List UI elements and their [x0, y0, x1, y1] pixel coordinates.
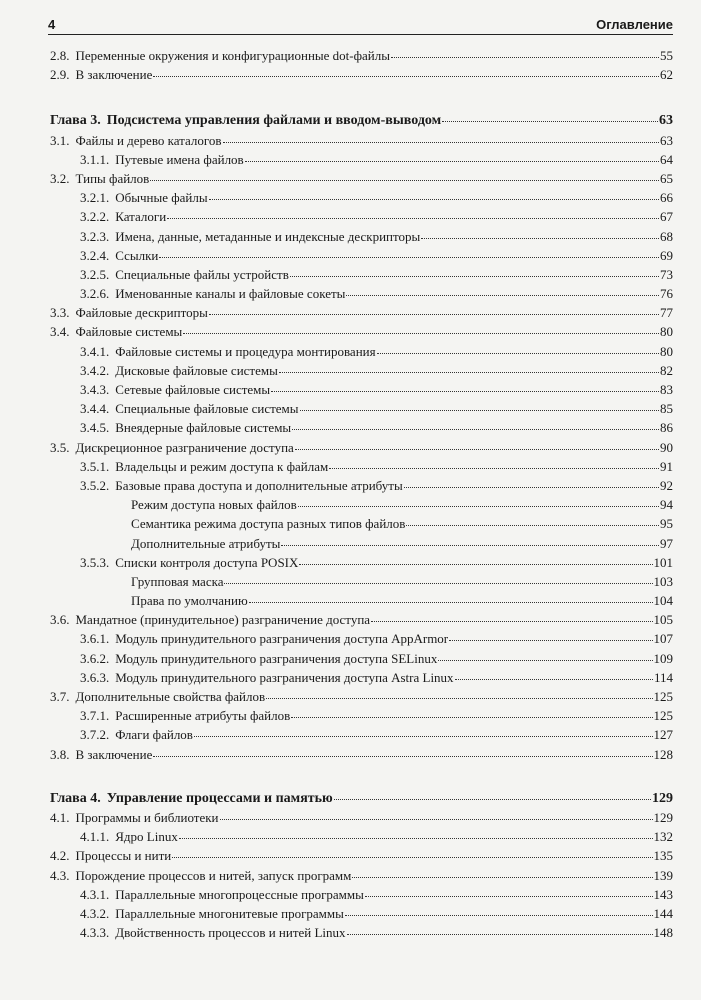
toc-entry[interactable] — [50, 868, 673, 887]
toc-entry[interactable] — [50, 906, 673, 925]
toc-entry-title: Сетевые файловые системы — [115, 382, 271, 397]
toc-entry[interactable] — [50, 887, 673, 906]
dot-leader — [224, 580, 652, 584]
toc-entry-page: 65 — [660, 170, 673, 186]
toc-entry-page: 73 — [660, 266, 673, 282]
toc-entry[interactable] — [50, 324, 673, 343]
dot-leader — [153, 73, 659, 77]
toc-entry-number: 3.8. — [50, 746, 70, 762]
running-title: Оглавление — [596, 17, 673, 32]
toc-entry[interactable] — [50, 363, 673, 382]
toc-entry[interactable] — [50, 810, 673, 829]
toc-entry[interactable] — [50, 229, 673, 248]
toc-entry-title: В заключение — [75, 67, 153, 83]
toc-entry-label — [50, 67, 152, 83]
toc-entry[interactable] — [50, 420, 673, 439]
toc-entry-title: Файлы и дерево каталогов — [75, 132, 222, 148]
toc-entry-label — [50, 305, 208, 321]
toc-entry-label — [80, 286, 345, 302]
toc-entry-label — [80, 906, 344, 922]
toc-entry-page: 80 — [660, 324, 673, 340]
toc-entry-label — [131, 516, 405, 532]
toc-entry-page: 125 — [653, 708, 673, 724]
toc-entry-number: 3.5.3. — [80, 554, 110, 570]
toc-entry-label — [50, 133, 222, 149]
toc-chapter-entry[interactable] — [50, 791, 673, 810]
dot-leader — [334, 796, 651, 800]
toc-entry-title: Каталоги — [115, 209, 167, 225]
toc-entry-title: Дискреционное разграничение доступа — [75, 439, 294, 455]
toc-entry-number: 3.2.1. — [80, 190, 110, 206]
toc-entry-title: Права по умолчанию — [131, 593, 248, 609]
dot-leader — [404, 484, 659, 488]
toc-entry-title: Обычные файлы — [115, 190, 208, 206]
toc-entry-label — [50, 171, 149, 187]
toc-entry-number: 3.1. — [50, 132, 70, 148]
dot-leader — [290, 273, 659, 277]
dot-leader — [279, 369, 659, 373]
toc-entry-label — [80, 459, 328, 475]
dot-leader — [406, 522, 659, 526]
toc-entry[interactable] — [50, 478, 673, 497]
dot-leader — [329, 465, 659, 469]
toc-entry-title: Процессы и нити — [75, 848, 172, 864]
toc-entry-label — [80, 382, 270, 398]
toc-entry-number: 3.3. — [50, 305, 70, 321]
dot-leader — [292, 426, 659, 430]
toc-entry-title: Специальные файловые системы — [115, 401, 299, 417]
toc-entry-label — [80, 829, 178, 845]
toc-entry-number: 2.8. — [50, 48, 70, 63]
toc-entry[interactable] — [50, 536, 673, 555]
toc-entry[interactable] — [50, 401, 673, 420]
toc-entry-title: Групповая маска — [131, 573, 224, 589]
toc-entry-label — [80, 925, 346, 941]
toc-entry-title: Дополнительные атрибуты — [131, 535, 281, 551]
toc-entry-number: 3.7.2. — [80, 727, 110, 743]
toc-entry-page: 76 — [660, 286, 673, 302]
toc-entry-page: 55 — [660, 48, 673, 63]
toc-entry-number: 3.7.1. — [80, 708, 110, 724]
toc-entry-label — [80, 420, 291, 436]
toc-entry-page: 63 — [660, 132, 673, 148]
toc-entry-number: 4.3.3. — [80, 925, 110, 941]
toc-entry-page: 90 — [660, 439, 673, 455]
toc-entry-page: 86 — [660, 420, 673, 436]
toc-chapter-entry[interactable] — [50, 113, 673, 132]
toc-entry-number: 4.3.2. — [80, 905, 110, 921]
toc-entry[interactable] — [50, 305, 673, 324]
toc-entry-number: 3.6.3. — [80, 669, 110, 685]
toc-entry-label — [80, 478, 403, 494]
toc-entry-title: Программы и библиотеки — [75, 809, 219, 825]
dot-leader — [438, 657, 652, 661]
toc-entry-page: 85 — [660, 401, 673, 417]
dot-leader — [449, 637, 652, 641]
toc-entry-label — [80, 363, 278, 379]
toc-entry-page: 83 — [660, 382, 673, 397]
toc-entry-number: 3.5.1. — [80, 458, 110, 474]
toc-entry-page: 129 — [653, 809, 673, 825]
dot-leader — [183, 330, 659, 334]
toc-entry-number: Глава 4. — [50, 790, 101, 806]
dot-leader — [291, 714, 652, 718]
dot-leader — [455, 676, 653, 680]
toc-entry-title: Параллельные многопроцессные программы — [115, 886, 364, 902]
dot-leader — [179, 835, 653, 839]
toc-entry-label — [131, 574, 223, 590]
toc-entry-page: 143 — [653, 886, 673, 902]
toc-entry-label — [80, 887, 364, 903]
toc-entry-label — [80, 267, 289, 283]
toc-entry-title: Базовые права доступа и дополнительные атрибуты — [115, 477, 403, 493]
toc-entry-title: Семантика режима доступа разных типов файлов — [131, 516, 406, 532]
toc-entry-label — [50, 48, 390, 64]
toc-entry-number: 3.1.1. — [80, 151, 110, 167]
toc-entry-label — [131, 536, 280, 552]
toc-entry-title: Файловые системы — [75, 324, 183, 340]
toc-entry-page: 92 — [660, 477, 673, 493]
toc-entry-number: 4.2. — [50, 848, 70, 864]
toc-entry-label — [50, 440, 294, 456]
toc-entry-label — [50, 868, 351, 884]
toc-entry-title: Файловые системы и процедура монтирования — [115, 343, 376, 359]
toc-entry-page: 95 — [660, 516, 673, 532]
toc-entry-title: Параллельные многонитевые программы — [115, 905, 344, 921]
toc-entry-page: 114 — [653, 669, 673, 685]
toc-entry[interactable] — [50, 593, 673, 612]
toc-entry-title: Подсистема управления файлами и вводом-выводом — [106, 113, 442, 129]
toc-entry-number: 3.6. — [50, 612, 70, 628]
toc-entry-page: 68 — [660, 228, 673, 244]
dot-leader — [209, 311, 659, 315]
toc-entry-page: 107 — [653, 631, 673, 647]
toc-entry-title: Флаги файлов — [115, 727, 193, 743]
dot-leader — [442, 118, 658, 122]
toc-entry-label — [50, 113, 441, 129]
toc-entry-label — [80, 229, 420, 245]
toc-entry[interactable] — [50, 516, 673, 535]
toc-entry-number: 3.2.2. — [80, 209, 110, 225]
toc-entry-label — [50, 791, 333, 807]
toc-entry-title: Внеядерные файловые системы — [115, 420, 292, 436]
dot-leader — [299, 561, 652, 565]
toc-entry-title: Ядро Linux — [115, 829, 178, 845]
toc-entry[interactable] — [50, 190, 673, 209]
toc-entry-page: 69 — [660, 247, 673, 263]
dot-leader — [300, 407, 659, 411]
toc-entry[interactable] — [50, 267, 673, 286]
toc-entry-page: 125 — [653, 689, 673, 704]
toc-entry-page: 63 — [659, 113, 673, 129]
dot-leader — [347, 931, 653, 935]
toc-entry[interactable] — [50, 67, 673, 86]
toc-entry-page: 139 — [653, 867, 673, 883]
toc-entry-page: 127 — [653, 727, 673, 743]
toc-entry-label — [80, 344, 376, 360]
toc-entry-label — [131, 497, 297, 513]
dot-leader — [421, 235, 659, 239]
toc-entry-page: 148 — [653, 925, 673, 941]
toc-entry-title: Переменные окружения и конфигурационные dot-файлы — [75, 48, 390, 63]
toc-entry-label — [80, 670, 454, 686]
toc-entry-title: Файловые дескрипторы — [75, 305, 208, 321]
toc-entry-number: 3.2. — [50, 170, 70, 186]
dot-leader — [371, 618, 652, 622]
toc-entry-title: Мандатное (принудительное) разграничение доступа — [75, 612, 371, 628]
toc-entry-page: 77 — [660, 305, 673, 321]
toc-entry[interactable] — [50, 612, 673, 631]
toc-entry-label — [80, 152, 244, 168]
toc-entry[interactable] — [50, 925, 673, 944]
toc-entry-label — [50, 747, 152, 763]
toc-entry-page: 132 — [653, 829, 673, 845]
toc-entry-title: Двойственность процессов и нитей Linux — [115, 925, 346, 941]
toc-entry-number: 3.4.3. — [80, 382, 110, 397]
toc-entry-page: 97 — [660, 535, 673, 551]
toc-entry[interactable] — [50, 727, 673, 746]
toc-entry-page: 103 — [653, 573, 673, 589]
dot-leader — [295, 446, 659, 450]
dot-leader — [150, 177, 659, 181]
toc-entry-number: 3.2.4. — [80, 247, 110, 263]
toc-entry-number: 3.4. — [50, 324, 70, 340]
dot-leader — [266, 695, 652, 699]
toc-entry-number: 2.9. — [50, 67, 70, 83]
toc-entry[interactable] — [50, 209, 673, 228]
toc-entry-number: 3.2.5. — [80, 266, 110, 282]
toc-entry-page: 104 — [653, 593, 673, 609]
toc-entry-page: 94 — [660, 497, 673, 513]
toc-entry-number: 3.7. — [50, 689, 70, 704]
toc-entry-title: Модуль принудительного разграничения доступа SELinux — [115, 650, 438, 666]
toc-entry[interactable] — [50, 286, 673, 305]
toc-entry-page: 109 — [653, 650, 673, 666]
toc-entry-title: Путевые имена файлов — [115, 151, 244, 167]
toc-entry-label — [80, 555, 298, 571]
dot-leader — [298, 503, 659, 507]
dot-leader — [245, 158, 659, 162]
toc-entry[interactable] — [50, 708, 673, 727]
toc-entry-number: 3.4.1. — [80, 343, 110, 359]
toc-entry-label — [80, 631, 448, 647]
toc-entry-label — [80, 209, 166, 225]
toc-entry-title: Владельцы и режим доступа к файлам — [115, 458, 329, 474]
toc-entry[interactable] — [50, 133, 673, 152]
toc-entry[interactable] — [50, 344, 673, 363]
toc-entry-number: Глава 3. — [50, 113, 101, 129]
page-number: 4 — [48, 17, 56, 32]
toc-entry-label — [80, 190, 208, 206]
toc-entry-page: 66 — [660, 190, 673, 206]
toc-spacer — [50, 766, 673, 791]
toc-entry-page: 101 — [653, 554, 673, 570]
table-of-contents — [50, 48, 673, 944]
toc-entry[interactable] — [50, 171, 673, 190]
toc-entry-label — [80, 248, 158, 264]
toc-entry-page: 135 — [653, 848, 673, 864]
dot-leader — [345, 912, 653, 916]
toc-entry-number: 3.6.2. — [80, 650, 110, 666]
toc-entry-label — [131, 593, 248, 609]
dot-leader — [223, 139, 659, 143]
dot-leader — [365, 893, 653, 897]
toc-entry-number: 3.5.2. — [80, 477, 110, 493]
toc-entry-title: Имена, данные, метаданные и индексные дескрипторы — [115, 228, 421, 244]
toc-entry[interactable] — [50, 555, 673, 574]
toc-entry[interactable] — [50, 574, 673, 593]
toc-entry-label — [80, 401, 299, 417]
toc-entry-label — [50, 848, 171, 864]
toc-entry-label — [80, 727, 193, 743]
dot-leader — [209, 196, 659, 200]
toc-entry[interactable] — [50, 459, 673, 478]
dot-leader — [194, 733, 653, 737]
toc-entry-title: Именованные каналы и файловые сокеты — [115, 286, 346, 302]
dot-leader — [281, 542, 659, 546]
toc-entry-label — [50, 612, 370, 628]
toc-spacer — [50, 86, 673, 113]
dot-leader — [391, 54, 659, 58]
toc-entry-number: 3.2.6. — [80, 286, 110, 302]
toc-entry-title: Режим доступа новых файлов — [131, 497, 297, 513]
toc-entry-page: 80 — [660, 343, 673, 359]
toc-entry-title: Типы файлов — [75, 170, 150, 186]
toc-entry[interactable] — [50, 248, 673, 267]
toc-entry[interactable] — [50, 829, 673, 848]
toc-entry[interactable] — [50, 382, 673, 401]
toc-entry-title: Ссылки — [115, 247, 159, 263]
toc-entry[interactable] — [50, 670, 673, 689]
toc-entry-page: 82 — [660, 362, 673, 378]
toc-entry-number: 3.4.2. — [80, 362, 110, 378]
toc-entry-number: 4.3. — [50, 867, 70, 883]
toc-entry[interactable] — [50, 689, 673, 708]
toc-entry-title: Порождение процессов и нитей, запуск программ — [75, 867, 352, 883]
dot-leader — [167, 215, 659, 219]
toc-entry-number: 3.5. — [50, 439, 70, 455]
toc-entry-label — [80, 651, 437, 667]
toc-entry-label — [50, 689, 265, 705]
dot-leader — [271, 388, 659, 392]
toc-entry-number: 4.3.1. — [80, 886, 110, 902]
toc-entry[interactable] — [50, 631, 673, 650]
dot-leader — [220, 816, 653, 820]
dot-leader — [249, 599, 653, 603]
toc-entry[interactable] — [50, 651, 673, 670]
toc-entry-title: Расширенные атрибуты файлов — [115, 708, 291, 724]
toc-entry-label — [50, 324, 182, 340]
toc-entry[interactable] — [50, 48, 673, 67]
toc-entry-title: Специальные файлы устройств — [115, 266, 289, 282]
toc-entry-page: 91 — [660, 458, 673, 474]
toc-entry-number: 3.4.5. — [80, 420, 110, 436]
dot-leader — [153, 753, 652, 757]
toc-entry-page: 64 — [660, 151, 673, 167]
dot-leader — [346, 292, 659, 296]
toc-entry[interactable] — [50, 440, 673, 459]
toc-entry-title: Управление процессами и памятью — [106, 790, 333, 806]
toc-entry-page: 62 — [660, 67, 673, 83]
toc-entry-number: 3.6.1. — [80, 631, 110, 647]
toc-entry-page: 144 — [653, 905, 673, 921]
toc-entry-number: 3.2.3. — [80, 228, 110, 244]
toc-entry[interactable] — [50, 747, 673, 766]
dot-leader — [352, 874, 652, 878]
toc-entry-page: 128 — [653, 746, 673, 762]
toc-entry-title: Списки контроля доступа POSIX — [115, 554, 299, 570]
toc-entry[interactable] — [50, 848, 673, 867]
toc-entry-number: 4.1.1. — [80, 829, 110, 845]
running-header — [48, 14, 673, 35]
toc-entry-label — [50, 810, 219, 826]
toc-entry-page: 129 — [652, 790, 673, 806]
toc-entry-title: Модуль принудительного разграничения доступа Astra Linux — [115, 669, 454, 685]
toc-entry-label — [80, 708, 290, 724]
toc-entry-title: Модуль принудительного разграничения доступа AppArmor — [115, 631, 449, 647]
toc-entry-page: 105 — [653, 612, 673, 628]
toc-entry-title: Дисковые файловые системы — [115, 362, 278, 378]
toc-entry[interactable] — [50, 152, 673, 171]
toc-entry-number: 4.1. — [50, 809, 70, 825]
dot-leader — [377, 350, 659, 354]
toc-entry-title: Дополнительные свойства файлов — [75, 689, 266, 704]
dot-leader — [172, 854, 652, 858]
toc-entry[interactable] — [50, 497, 673, 516]
toc-entry-number: 3.4.4. — [80, 401, 110, 417]
toc-entry-page: 67 — [660, 209, 673, 225]
dot-leader — [159, 254, 659, 258]
toc-entry-title: В заключение — [75, 746, 153, 762]
